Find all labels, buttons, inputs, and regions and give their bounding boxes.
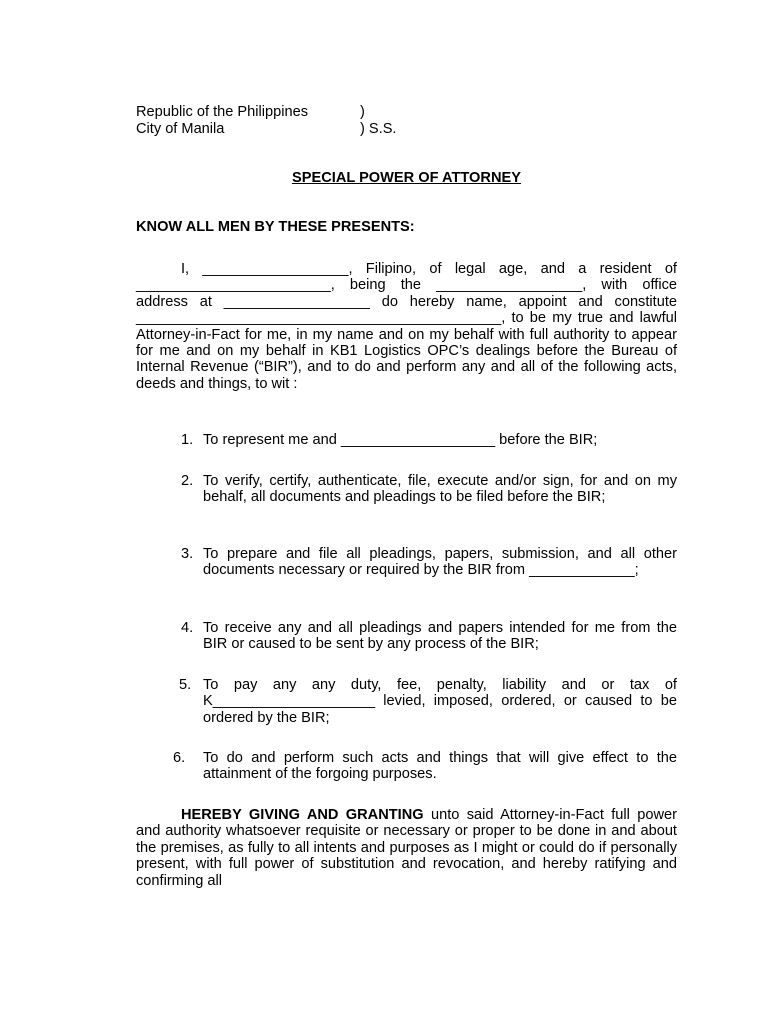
venue-country-bracket: ) xyxy=(360,104,365,120)
document-title: SPECIAL POWER OF ATTORNEY xyxy=(292,170,521,186)
closing-lead: HEREBY GIVING AND GRANTING xyxy=(181,807,424,823)
list-item-text: To represent me and ___________________ before the BIR; xyxy=(203,432,598,448)
list-item-number: 2. xyxy=(181,473,194,489)
list-item-number: 6. xyxy=(173,750,186,766)
list-item-text: To prepare and file all pleadings, papers, submission, and all other documents necessary or required by the BIR from _____________; xyxy=(203,546,677,579)
closing-paragraph xyxy=(136,807,677,889)
closing-text: unto said Attorney-in-Fact full power and authority whatsoever requisite or necessary or proper to be done in and about the premises, as fully to all intents and purposes as I might or could do if personally present, with full power of substitution and revocation, and hereby ratifying and confirming all xyxy=(136,807,677,889)
intro-paragraph: I, __________________, Filipino, of legal age, and a resident of ________________________, being the __________________, with office address at __________________ do hereby name, appoint and constitute _____________________________________________, to be my true and lawful Attorney-in-Fact for me, in my name and on my behalf with full authority to appear for me and on my behalf in KB1 Logistics OPC’s dealings before the Bureau of Internal Revenue (“BIR”), and to do and perform any and all of the following acts, deeds and things, to wit : xyxy=(136,261,677,392)
venue-line-republic xyxy=(136,104,536,121)
list-item-number: 3. xyxy=(181,546,194,562)
list-item-text: To receive any and all pleadings and papers intended for me from the BIR or caused to be sent by any process of the BIR; xyxy=(203,620,677,653)
list-item-text: To pay any any duty, fee, penalty, liability and or tax of K____________________ levied, imposed, ordered, or caused to be ordered by the BIR; xyxy=(203,677,677,726)
list-item-text: To verify, certify, authenticate, file, execute and/or sign, for and on my behalf, all documents and pleadings to be filed before the BIR; xyxy=(203,473,677,506)
venue-line-city xyxy=(136,121,536,138)
presents-heading: KNOW ALL MEN BY THESE PRESENTS: xyxy=(136,219,415,235)
list-item-number: 5. xyxy=(179,677,192,693)
list-item-text: To do and perform such acts and things that will give effect to the attainment of the forgoing purposes. xyxy=(203,750,677,783)
venue-ss: ) S.S. xyxy=(360,121,397,137)
list-item-number: 1. xyxy=(181,432,194,448)
venue-city: City of Manila xyxy=(136,121,225,137)
list-item-number: 4. xyxy=(181,620,194,636)
venue-block xyxy=(136,104,536,138)
venue-country: Republic of the Philippines xyxy=(136,104,308,120)
